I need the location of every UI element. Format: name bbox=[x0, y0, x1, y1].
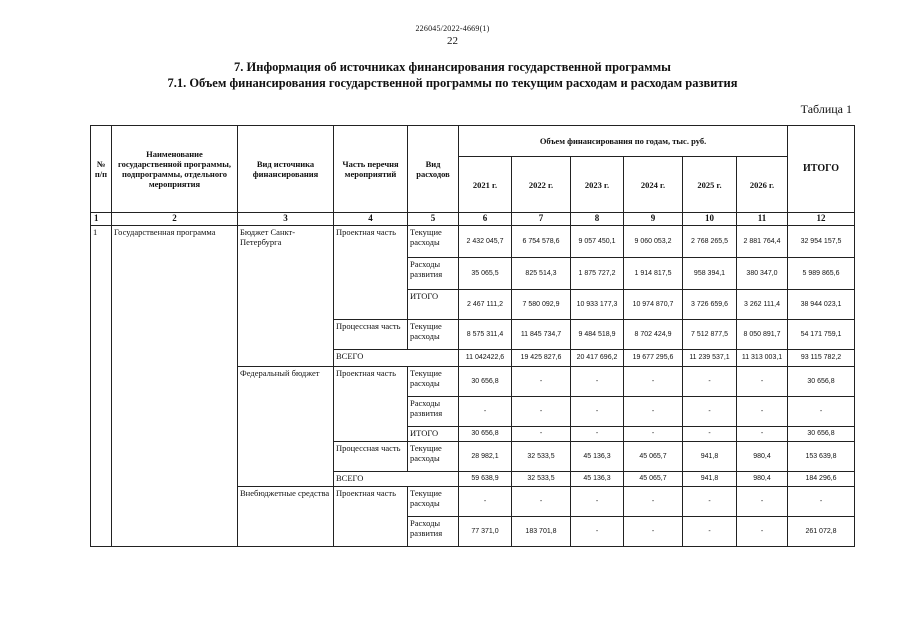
page-number: 22 bbox=[447, 35, 458, 47]
value-cell: - bbox=[459, 397, 512, 427]
column-number-row bbox=[91, 213, 855, 226]
value-cell: - bbox=[571, 367, 624, 397]
value-cell: 93 115 782,2 bbox=[788, 350, 855, 367]
value-cell: - bbox=[737, 397, 788, 427]
value-cell: 11 239 537,1 bbox=[683, 350, 737, 367]
part-process: Процессная часть bbox=[334, 442, 408, 472]
col-number: 2 bbox=[112, 213, 238, 226]
value-cell: 35 065,5 bbox=[459, 258, 512, 290]
document-registration-number: 226045/2022-4669(1) bbox=[415, 24, 490, 33]
section-title: 7. Информация об источниках финансирования государственной программы bbox=[234, 60, 671, 74]
value-cell: 54 171 759,1 bbox=[788, 320, 855, 350]
header-num: № п/п bbox=[91, 126, 112, 213]
type-current: Текущие расходы bbox=[408, 367, 459, 397]
value-cell: 153 639,8 bbox=[788, 442, 855, 472]
value-cell: - bbox=[624, 517, 683, 547]
value-cell: - bbox=[737, 427, 788, 442]
part-project: Проектная часть bbox=[334, 367, 408, 442]
part-project: Проектная часть bbox=[334, 226, 408, 320]
table-row bbox=[91, 226, 855, 258]
value-cell: - bbox=[683, 487, 737, 517]
value-cell: 77 371,0 bbox=[459, 517, 512, 547]
value-cell: 2 432 045,7 bbox=[459, 226, 512, 258]
value-cell: 941,8 bbox=[683, 472, 737, 487]
header-name: Наименование государственной программы, подпрограммы, отдельного мероприятия bbox=[112, 126, 238, 213]
col-number: 11 bbox=[737, 213, 788, 226]
value-cell: 3 726 659,6 bbox=[683, 290, 737, 320]
value-cell: 45 065,7 bbox=[624, 472, 683, 487]
table-header-row bbox=[91, 126, 855, 157]
value-cell: 9 484 518,9 bbox=[571, 320, 624, 350]
header-year-2024: 2024 г. bbox=[624, 157, 683, 213]
type-development: Расходы развития bbox=[408, 397, 459, 427]
value-cell: 20 417 696,2 bbox=[571, 350, 624, 367]
value-cell: 38 944 023,1 bbox=[788, 290, 855, 320]
value-cell: 45 065,7 bbox=[624, 442, 683, 472]
value-cell: - bbox=[737, 487, 788, 517]
col-number: 3 bbox=[238, 213, 334, 226]
value-cell: 32 954 157,5 bbox=[788, 226, 855, 258]
value-cell: 32 533,5 bbox=[512, 472, 571, 487]
value-cell: - bbox=[571, 487, 624, 517]
value-cell: 7 580 092,9 bbox=[512, 290, 571, 320]
value-cell: 941,8 bbox=[683, 442, 737, 472]
value-cell: 11 313 003,1 bbox=[737, 350, 788, 367]
source-extrabudgetary: Внебюджетные средства bbox=[238, 487, 334, 547]
value-cell: - bbox=[512, 397, 571, 427]
value-cell: 184 296,6 bbox=[788, 472, 855, 487]
value-cell: 10 974 870,7 bbox=[624, 290, 683, 320]
value-cell: 3 262 111,4 bbox=[737, 290, 788, 320]
value-cell: - bbox=[737, 367, 788, 397]
value-cell: - bbox=[737, 517, 788, 547]
header-part: Часть перечня мероприятий bbox=[334, 126, 408, 213]
program-name: Государственная программа bbox=[112, 226, 238, 547]
value-cell: 10 933 177,3 bbox=[571, 290, 624, 320]
col-number: 9 bbox=[624, 213, 683, 226]
value-cell: 958 394,1 bbox=[683, 258, 737, 290]
value-cell: 2 467 111,2 bbox=[459, 290, 512, 320]
value-cell: 19 677 295,6 bbox=[624, 350, 683, 367]
type-development: Расходы развития bbox=[408, 258, 459, 290]
row-number: 1 bbox=[91, 226, 112, 547]
financing-table bbox=[90, 125, 855, 547]
type-itogo: ИТОГО bbox=[408, 427, 459, 442]
value-cell: - bbox=[683, 517, 737, 547]
value-cell: 980,4 bbox=[737, 472, 788, 487]
value-cell: 8 050 891,7 bbox=[737, 320, 788, 350]
value-cell: - bbox=[683, 397, 737, 427]
type-development: Расходы развития bbox=[408, 517, 459, 547]
part-all: ВСЕГО bbox=[334, 472, 459, 487]
value-cell: 9 060 053,2 bbox=[624, 226, 683, 258]
value-cell: 30 656,8 bbox=[459, 367, 512, 397]
header-source: Вид источника финансирования bbox=[238, 126, 334, 213]
value-cell: - bbox=[512, 487, 571, 517]
col-number: 4 bbox=[334, 213, 408, 226]
type-current: Текущие расходы bbox=[408, 320, 459, 350]
header-year-2025: 2025 г. bbox=[683, 157, 737, 213]
value-cell: 980,4 bbox=[737, 442, 788, 472]
value-cell: - bbox=[683, 367, 737, 397]
value-cell: 380 347,0 bbox=[737, 258, 788, 290]
value-cell: - bbox=[624, 397, 683, 427]
value-cell: - bbox=[571, 427, 624, 442]
value-cell: 5 989 865,6 bbox=[788, 258, 855, 290]
value-cell: 183 701,8 bbox=[512, 517, 571, 547]
value-cell: - bbox=[571, 397, 624, 427]
col-number: 10 bbox=[683, 213, 737, 226]
subsection-title: 7.1. Объем финансирования государственной программы по текущим расходам и расходам развития bbox=[167, 76, 738, 90]
value-cell: - bbox=[788, 487, 855, 517]
value-cell: - bbox=[788, 397, 855, 427]
value-cell: 30 656,8 bbox=[459, 427, 512, 442]
col-number: 7 bbox=[512, 213, 571, 226]
source-federal-budget: Федеральный бюджет bbox=[238, 367, 334, 487]
header-year-2021: 2021 г. bbox=[459, 157, 512, 213]
value-cell: 30 656,8 bbox=[788, 427, 855, 442]
source-spb-budget: Бюджет Санкт-Петербурга bbox=[238, 226, 334, 367]
value-cell: - bbox=[512, 427, 571, 442]
value-cell: - bbox=[624, 367, 683, 397]
value-cell: 1 875 727,2 bbox=[571, 258, 624, 290]
header-year-2022: 2022 г. bbox=[512, 157, 571, 213]
value-cell: 7 512 877,5 bbox=[683, 320, 737, 350]
value-cell: 32 533,5 bbox=[512, 442, 571, 472]
value-cell: 19 425 827,6 bbox=[512, 350, 571, 367]
col-number: 5 bbox=[408, 213, 459, 226]
header-total: ИТОГО bbox=[788, 126, 855, 213]
value-cell: 2 768 265,5 bbox=[683, 226, 737, 258]
value-cell: 2 881 764,4 bbox=[737, 226, 788, 258]
part-project: Проектная часть bbox=[334, 487, 408, 547]
header-year-2023: 2023 г. bbox=[571, 157, 624, 213]
type-current: Текущие расходы bbox=[408, 226, 459, 258]
value-cell: 45 136,3 bbox=[571, 472, 624, 487]
part-process: Процессная часть bbox=[334, 320, 408, 350]
value-cell: - bbox=[459, 487, 512, 517]
type-current: Текущие расходы bbox=[408, 487, 459, 517]
value-cell: 11 042422,6 bbox=[459, 350, 512, 367]
header-type: Вид расходов bbox=[408, 126, 459, 213]
table-label: Таблица 1 bbox=[800, 102, 852, 116]
header-volume: Объем финансирования по годам, тыс. руб. bbox=[459, 126, 788, 157]
value-cell: 30 656,8 bbox=[788, 367, 855, 397]
value-cell: 8 702 424,9 bbox=[624, 320, 683, 350]
value-cell: - bbox=[624, 487, 683, 517]
value-cell: 28 982,1 bbox=[459, 442, 512, 472]
type-current: Текущие расходы bbox=[408, 442, 459, 472]
col-number: 12 bbox=[788, 213, 855, 226]
col-number: 6 bbox=[459, 213, 512, 226]
value-cell: 261 072,8 bbox=[788, 517, 855, 547]
header-year-2026: 2026 г. bbox=[737, 157, 788, 213]
value-cell: - bbox=[571, 517, 624, 547]
value-cell: - bbox=[512, 367, 571, 397]
value-cell: 59 638,9 bbox=[459, 472, 512, 487]
value-cell: - bbox=[624, 427, 683, 442]
value-cell: - bbox=[683, 427, 737, 442]
value-cell: 11 845 734,7 bbox=[512, 320, 571, 350]
value-cell: 45 136,3 bbox=[571, 442, 624, 472]
col-number: 1 bbox=[91, 213, 112, 226]
part-all: ВСЕГО bbox=[334, 350, 459, 367]
value-cell: 8 575 311,4 bbox=[459, 320, 512, 350]
value-cell: 6 754 578,6 bbox=[512, 226, 571, 258]
value-cell: 9 057 450,1 bbox=[571, 226, 624, 258]
col-number: 8 bbox=[571, 213, 624, 226]
value-cell: 1 914 817,5 bbox=[624, 258, 683, 290]
value-cell: 825 514,3 bbox=[512, 258, 571, 290]
type-itogo: ИТОГО bbox=[408, 290, 459, 320]
